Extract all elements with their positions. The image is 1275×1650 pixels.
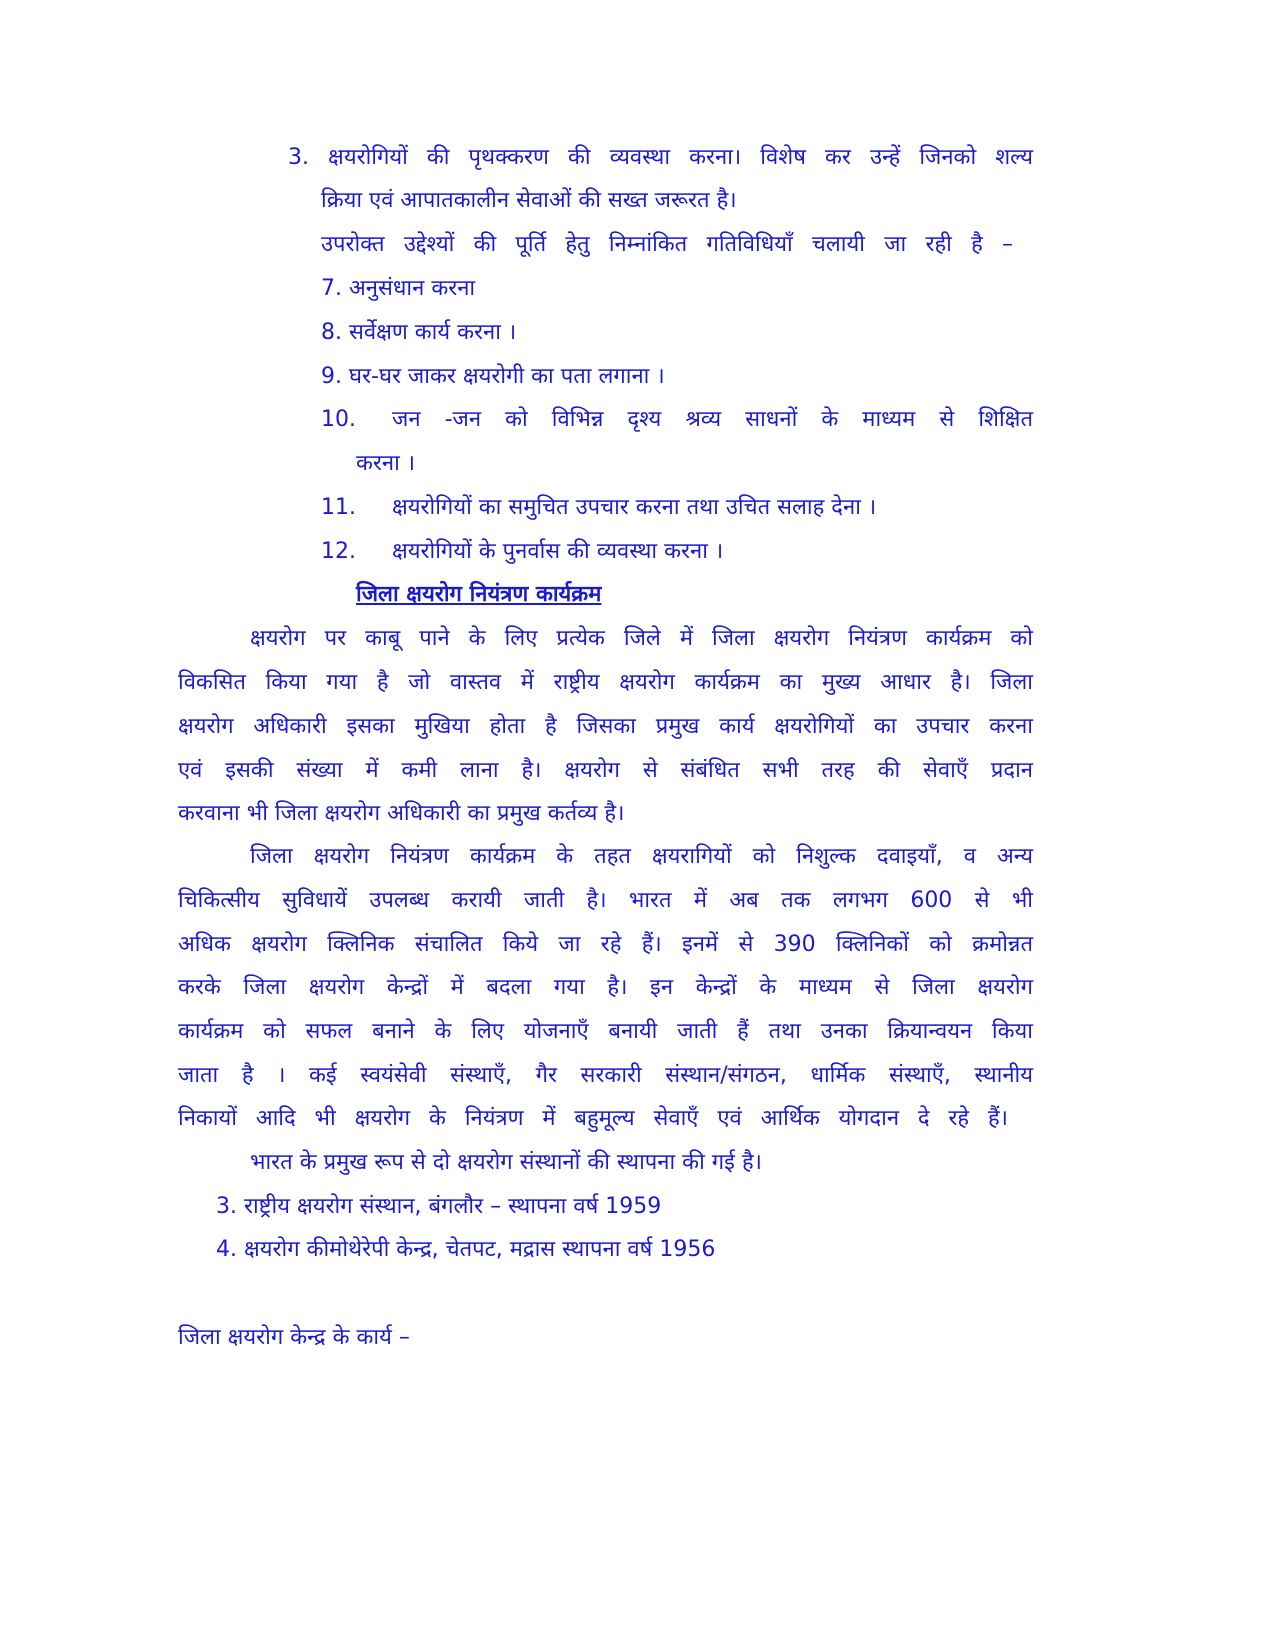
para2-line6: जाता है । कई स्वयंसेवी संस्थाएँ, गैर सरकारी संस्थान/संगठन, धार्मिक संस्थाएँ, स्थानीय (178, 1063, 1033, 1088)
section-heading: जिला क्षयरोग नियंत्रण कार्यक्रम (356, 582, 602, 607)
objective-item-3-line1: 3. क्षयरोगियों की पृथक्करण की व्यवस्था करना। विशेष कर उन्हें जिनको शल्य (288, 145, 1033, 170)
activity-number: 8. (321, 320, 342, 345)
para1-line3: क्षयरोग अधिकारी इसका मुखिया होता है जिसका प्रमुख कार्य क्षयरोगियों का उपचार करना (178, 714, 1033, 739)
activity-item-12-number: 12. (321, 539, 356, 564)
activity-text: अनुसंधान करना (349, 276, 476, 301)
activities-intro: उपरोक्त उद्देश्यों की पूर्ति हेतु निम्नांकित गतिविधियाँ चलायी जा रही है – (321, 232, 1013, 257)
para2-line7: निकायों आदि भी क्षयरोग के नियंत्रण में बहुमूल्य सेवाएँ एवं आर्थिक योगदान दे रहे हैं। (178, 1106, 1008, 1131)
para1-line4: एवं इसकी संख्या में कमी लाना है। क्षयरोग से संबंधित सभी तरह की सेवाएँ प्रदान (178, 758, 1033, 783)
para2-line5: कार्यक्रम को सफल बनाने के लिए योजनाएँ बनायी जाती हैं तथा उनका क्रियान्वयन किया (178, 1019, 1033, 1044)
activity-item-8 (321, 318, 516, 348)
activity-number: 9. (321, 364, 342, 389)
institutes-intro: भारत के प्रमुख रूप से दो क्षयरोग संस्थानों की स्थापना की गई है। (250, 1150, 762, 1175)
institute-item-madras: 4. क्षयरोग कीमोथेरेपी केन्द्र, चेतपट, मद्रास स्थापना वर्ष 1956 (216, 1237, 716, 1262)
activity-item-10-continuation: करना । (356, 451, 416, 476)
activity-item-11-text: क्षयरोगियों का समुचित उपचार करना तथा उचित सलाह देना । (392, 495, 877, 520)
activity-item-12-text: क्षयरोगियों के पुनर्वास की व्यवस्था करना । (392, 539, 724, 564)
activity-text: सर्वेक्षण कार्य करना । (349, 320, 517, 345)
para2-line1: जिला क्षयरोग नियंत्रण कार्यक्रम के तहत क्षयरागियों को निशुल्क दवाइयाँ, व अन्य (250, 844, 1033, 869)
objective-item-3-line2: क्रिया एवं आपातकालीन सेवाओं की सख्त जरूरत है। (321, 188, 737, 213)
activity-item-10-text: जन -जन को विभिन्न दृश्य श्रव्य साधनों के माध्यम से शिक्षित (392, 407, 1033, 432)
activity-number: 7. (321, 276, 342, 301)
para2-line2: चिकित्सीय सुविधायें उपलब्ध करायी जाती है। भारत में अब तक लगभग 600 से भी (178, 888, 1033, 913)
para2-line4: करके जिला क्षयरोग केन्द्रों में बदला गया है। इन केन्द्रों के माध्यम से जिला क्षयरोग (178, 975, 1033, 1000)
activity-item-10-number: 10. (321, 407, 356, 432)
para1-line1: क्षयरोग पर काबू पाने के लिए प्रत्येक जिले में जिला क्षयरोग नियंत्रण कार्यक्रम को (250, 626, 1033, 651)
activity-item-11-number: 11. (321, 495, 356, 520)
activity-item-9 (321, 362, 665, 392)
para1-line5: करवाना भी जिला क्षयरोग अधिकारी का प्रमुख कर्तव्य है। (178, 801, 625, 826)
para2-line3: अधिक क्षयरोग क्लिनिक संचालित किये जा रहे हैं। इनमें से 390 क्लिनिकों को क्रमोन्नत (178, 932, 1033, 957)
center-functions-heading: जिला क्षयरोग केन्द्र के कार्य – (178, 1325, 410, 1350)
institute-item-bangalore: 3. राष्ट्रीय क्षयरोग संस्थान, बंगलौर – स्थापना वर्ष 1959 (216, 1194, 662, 1219)
activity-item-7 (321, 274, 475, 304)
activity-text: घर-घर जाकर क्षयरोगी का पता लगाना । (349, 364, 665, 389)
para1-line2: विकसित किया गया है जो वास्तव में राष्ट्रीय क्षयरोग कार्यक्रम का मुख्य आधार है। जिला (178, 670, 1033, 695)
